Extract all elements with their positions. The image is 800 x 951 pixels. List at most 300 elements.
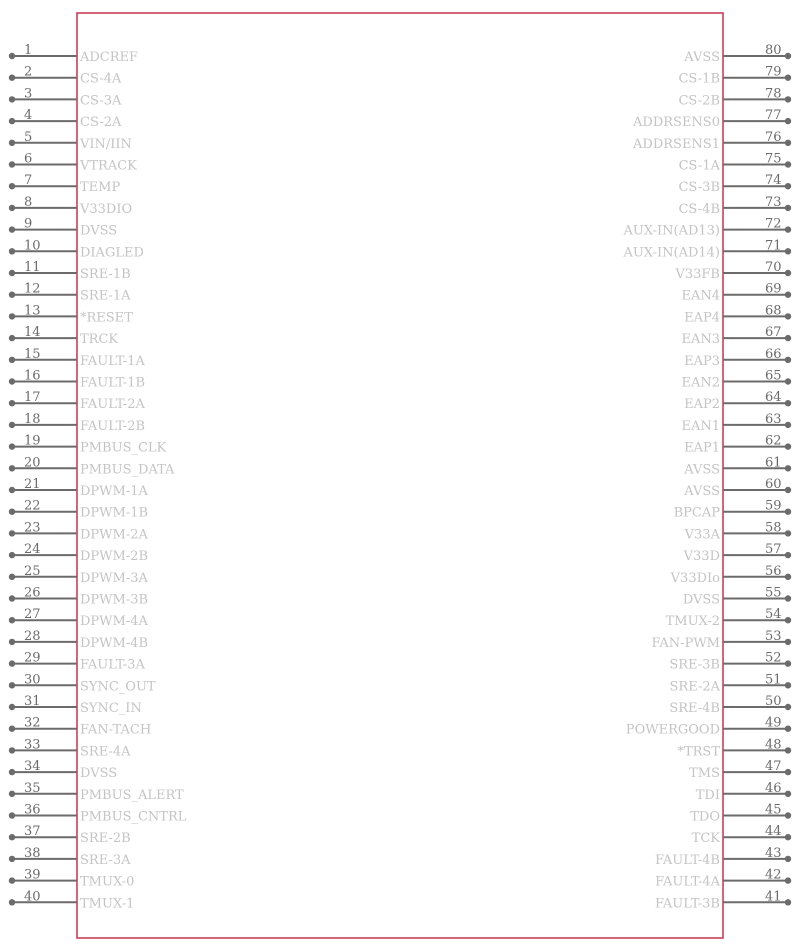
pin-number: 27 bbox=[24, 607, 41, 623]
pin-name: TMS bbox=[689, 766, 720, 782]
pin-terminal-dot bbox=[9, 226, 15, 232]
pin-36 bbox=[9, 803, 187, 825]
pin-name: SRE-2B bbox=[80, 831, 131, 847]
pin-name: V33FB bbox=[675, 267, 720, 282]
pin-11 bbox=[9, 260, 131, 282]
pin-name: TMUX-1 bbox=[80, 896, 135, 912]
pin-5 bbox=[9, 130, 132, 152]
pin-25 bbox=[9, 564, 149, 586]
pin-number: 15 bbox=[24, 346, 41, 362]
pin-4 bbox=[9, 108, 122, 130]
pin-number: 5 bbox=[24, 129, 33, 145]
pin-31 bbox=[9, 694, 142, 716]
pin-terminal-dot bbox=[9, 660, 15, 666]
pin-terminal-dot bbox=[9, 248, 15, 254]
pin-terminal-dot bbox=[9, 899, 15, 905]
pin-terminal-dot bbox=[9, 769, 15, 775]
pin-terminal-dot bbox=[9, 877, 15, 883]
pin-number: 12 bbox=[24, 281, 41, 297]
pin-number: 45 bbox=[765, 802, 782, 818]
pin-name: AVSS bbox=[684, 484, 720, 499]
pin-name: SYNC_OUT bbox=[80, 679, 156, 695]
pin-75 bbox=[679, 152, 792, 174]
pin-name: TCK bbox=[691, 831, 720, 847]
pin-35 bbox=[9, 781, 184, 803]
pin-76 bbox=[632, 130, 791, 152]
pin-name: FAULT-3B bbox=[654, 896, 720, 912]
pin-78 bbox=[678, 86, 791, 108]
pin-77 bbox=[632, 108, 791, 130]
pin-2 bbox=[9, 65, 122, 87]
pin-3 bbox=[9, 86, 122, 108]
pin-name: CS-3B bbox=[678, 180, 720, 196]
pin-terminal-dot bbox=[9, 812, 15, 818]
pin-terminal-dot bbox=[785, 834, 791, 840]
pin-22 bbox=[9, 499, 148, 521]
pin-19 bbox=[9, 434, 167, 456]
pin-44 bbox=[692, 824, 792, 846]
pin-terminal-dot bbox=[785, 335, 791, 341]
pin-1 bbox=[9, 43, 138, 65]
pin-number: 17 bbox=[24, 390, 41, 406]
pin-number: 50 bbox=[765, 694, 782, 709]
pin-23 bbox=[9, 520, 149, 542]
pin-name: FAULT-1A bbox=[80, 353, 145, 369]
pin-name: FAULT-3A bbox=[80, 657, 145, 673]
pin-number: 60 bbox=[765, 477, 782, 492]
pin-name: CS-1B bbox=[678, 71, 720, 87]
pin-terminal-dot bbox=[9, 75, 15, 81]
pin-number: 48 bbox=[765, 737, 782, 753]
pin-terminal-dot bbox=[785, 617, 791, 623]
pin-number: 67 bbox=[765, 325, 782, 341]
pin-terminal-dot bbox=[9, 183, 15, 189]
pin-number: 71 bbox=[765, 238, 782, 254]
pin-40 bbox=[9, 889, 135, 911]
pin-number: 8 bbox=[24, 194, 33, 210]
pin-name: TDI bbox=[695, 787, 720, 803]
pin-number: 20 bbox=[24, 455, 41, 471]
pin-name: ADDRSENS0 bbox=[633, 115, 720, 131]
pin-name: DPWM-2B bbox=[80, 549, 149, 565]
pin-name: DVSS bbox=[682, 592, 720, 608]
pin-terminal-dot bbox=[9, 487, 15, 493]
pin-37 bbox=[9, 824, 131, 846]
pin-number: 61 bbox=[765, 455, 782, 471]
pin-number: 62 bbox=[765, 433, 782, 449]
pin-54 bbox=[666, 607, 792, 629]
pin-name: DVSS bbox=[80, 766, 118, 782]
pin-terminal-dot bbox=[9, 270, 15, 276]
pin-terminal-dot bbox=[785, 226, 791, 232]
pin-terminal-dot bbox=[785, 140, 791, 146]
pin-terminal-dot bbox=[785, 465, 791, 471]
pin-number: 46 bbox=[765, 780, 782, 796]
pin-65 bbox=[681, 369, 791, 391]
pin-name: FAULT-4A bbox=[655, 874, 720, 890]
pin-terminal-dot bbox=[9, 747, 15, 753]
pin-terminal-dot bbox=[785, 96, 791, 102]
pin-name: PMBUS_ALERT bbox=[80, 787, 184, 803]
pin-terminal-dot bbox=[785, 292, 791, 298]
pin-73 bbox=[678, 195, 791, 217]
pin-number: 65 bbox=[765, 368, 782, 384]
pin-terminal-dot bbox=[9, 552, 15, 558]
pin-number: 22 bbox=[24, 498, 41, 514]
pin-number: 23 bbox=[24, 520, 41, 536]
pin-terminal-dot bbox=[785, 205, 791, 211]
pin-terminal-dot bbox=[9, 443, 15, 449]
pin-name: ADCREF bbox=[80, 50, 139, 65]
pin-68 bbox=[684, 303, 791, 325]
pin-number: 6 bbox=[24, 151, 33, 167]
pin-12 bbox=[9, 282, 131, 304]
pin-name: DPWM-1B bbox=[80, 505, 149, 521]
pin-name: FAULT-2A bbox=[80, 397, 145, 413]
pin-number: 31 bbox=[24, 694, 41, 709]
pin-name: *TRST bbox=[677, 744, 720, 760]
pin-name: VIN/IIN bbox=[80, 136, 132, 152]
pin-number: 59 bbox=[765, 498, 782, 514]
pin-name: EAN1 bbox=[681, 418, 720, 434]
pin-number: 29 bbox=[24, 650, 41, 666]
pin-name: AUX-IN(AD13) bbox=[623, 223, 720, 239]
pin-number: 2 bbox=[24, 64, 33, 80]
pin-name: TMUX-2 bbox=[665, 614, 720, 630]
pin-terminal-dot bbox=[9, 704, 15, 710]
pin-number: 75 bbox=[765, 151, 782, 167]
pin-terminal-dot bbox=[9, 357, 15, 363]
pin-name: FAULT-2B bbox=[80, 418, 146, 434]
pin-71 bbox=[622, 238, 791, 260]
pin-50 bbox=[669, 694, 791, 716]
pin-number: 33 bbox=[24, 737, 41, 753]
pin-number: 30 bbox=[24, 672, 41, 688]
pin-name: PMBUS_DATA bbox=[80, 462, 175, 478]
pin-terminal-dot bbox=[9, 682, 15, 688]
pin-name: SRE-1B bbox=[80, 267, 131, 282]
pin-9 bbox=[9, 217, 117, 239]
pin-name: V33D bbox=[683, 549, 720, 565]
pin-name: CS-1A bbox=[678, 158, 720, 174]
pin-name: EAP2 bbox=[684, 397, 720, 413]
pin-terminal-dot bbox=[785, 704, 791, 710]
pin-name: VTRACK bbox=[80, 158, 137, 174]
pin-name: CS-3A bbox=[80, 93, 122, 109]
pin-39 bbox=[9, 868, 135, 890]
pin-64 bbox=[684, 390, 791, 412]
pin-59 bbox=[674, 499, 792, 521]
pin-name: CS-2B bbox=[678, 93, 720, 109]
pin-terminal-dot bbox=[785, 248, 791, 254]
pin-13 bbox=[9, 303, 133, 325]
pin-name: SRE-3A bbox=[80, 852, 131, 868]
pin-terminal-dot bbox=[785, 899, 791, 905]
pin-terminal-dot bbox=[9, 617, 15, 623]
pin-terminal-dot bbox=[785, 660, 791, 666]
pin-number: 70 bbox=[765, 260, 782, 275]
pin-terminal-dot bbox=[9, 639, 15, 645]
pin-terminal-dot bbox=[785, 856, 791, 862]
pin-number: 53 bbox=[765, 628, 782, 644]
pin-48 bbox=[677, 737, 791, 759]
pin-number: 64 bbox=[765, 390, 782, 406]
pin-name: DPWM-4A bbox=[80, 614, 148, 630]
pin-terminal-dot bbox=[785, 422, 791, 428]
pin-name: EAN3 bbox=[681, 332, 720, 348]
pin-number: 26 bbox=[24, 585, 41, 601]
pin-number: 80 bbox=[765, 43, 782, 58]
pin-number: 58 bbox=[765, 520, 782, 536]
pin-53 bbox=[652, 629, 792, 651]
pin-72 bbox=[622, 217, 791, 239]
pin-57 bbox=[683, 542, 792, 564]
pin-32 bbox=[9, 716, 151, 738]
pin-terminal-dot bbox=[9, 378, 15, 384]
pin-number: 43 bbox=[765, 845, 782, 861]
pin-14 bbox=[9, 325, 119, 347]
pin-number: 69 bbox=[765, 281, 782, 297]
pin-terminal-dot bbox=[9, 834, 15, 840]
pin-number: 63 bbox=[765, 411, 782, 427]
pin-70 bbox=[674, 260, 791, 282]
pin-name: EAP3 bbox=[684, 353, 720, 369]
pin-number: 28 bbox=[24, 628, 41, 644]
pin-terminal-dot bbox=[785, 726, 791, 732]
pin-name: BPCAP bbox=[673, 505, 720, 521]
pin-number: 14 bbox=[24, 325, 41, 341]
pin-number: 4 bbox=[24, 108, 33, 124]
pin-52 bbox=[669, 651, 791, 673]
pin-terminal-dot bbox=[9, 856, 15, 862]
pin-name: CS-4A bbox=[80, 71, 122, 87]
left-pin-group bbox=[9, 43, 187, 911]
pin-terminal-dot bbox=[9, 726, 15, 732]
pin-name: DPWM-1A bbox=[80, 484, 148, 499]
pin-terminal-dot bbox=[9, 509, 15, 515]
pin-number: 39 bbox=[24, 867, 41, 883]
pin-number: 41 bbox=[765, 889, 782, 905]
pin-7 bbox=[9, 173, 121, 195]
pin-name: DVSS bbox=[80, 223, 118, 239]
pin-name: SRE-3B bbox=[669, 657, 720, 673]
pin-terminal-dot bbox=[9, 140, 15, 146]
pin-terminal-dot bbox=[9, 53, 15, 59]
pin-terminal-dot bbox=[785, 769, 791, 775]
pin-67 bbox=[681, 325, 791, 347]
pin-80 bbox=[683, 43, 791, 65]
pin-30 bbox=[9, 672, 156, 694]
pin-terminal-dot bbox=[9, 791, 15, 797]
pin-number: 37 bbox=[24, 824, 41, 840]
pin-number: 16 bbox=[24, 368, 41, 384]
pin-number: 21 bbox=[24, 477, 41, 492]
pin-name: DPWM-3B bbox=[80, 592, 149, 608]
pin-name: DPWM-3A bbox=[80, 570, 148, 586]
pin-name: *RESET bbox=[80, 310, 133, 326]
pin-name: AUX-IN(AD14) bbox=[623, 245, 720, 261]
pin-name: EAN4 bbox=[681, 288, 720, 304]
pin-terminal-dot bbox=[9, 335, 15, 341]
pin-name: SRE-4B bbox=[669, 701, 720, 716]
pin-terminal-dot bbox=[785, 812, 791, 818]
pin-26 bbox=[9, 586, 148, 608]
pin-33 bbox=[9, 737, 131, 759]
pin-terminal-dot bbox=[785, 118, 791, 124]
pin-number: 19 bbox=[24, 433, 41, 449]
pin-name: FAN-PWM bbox=[651, 635, 720, 651]
pin-51 bbox=[670, 672, 792, 694]
pin-number: 72 bbox=[765, 216, 782, 232]
pin-terminal-dot bbox=[785, 595, 791, 601]
pin-terminal-dot bbox=[9, 96, 15, 102]
pin-name: TRCK bbox=[80, 332, 119, 348]
pin-terminal-dot bbox=[9, 574, 15, 580]
pin-terminal-dot bbox=[9, 400, 15, 406]
pin-name: FAULT-4B bbox=[654, 852, 720, 868]
pin-number: 77 bbox=[765, 108, 782, 124]
pin-name: TEMP bbox=[80, 180, 121, 196]
pin-number: 42 bbox=[765, 867, 782, 883]
pin-terminal-dot bbox=[9, 205, 15, 211]
pin-name: DPWM-4B bbox=[80, 635, 149, 651]
pin-name: EAP1 bbox=[684, 440, 720, 456]
pin-name: SYNC_IN bbox=[80, 701, 142, 716]
pin-55 bbox=[683, 586, 791, 608]
pin-number: 9 bbox=[24, 216, 33, 232]
pin-name: AVSS bbox=[684, 462, 720, 478]
pin-62 bbox=[684, 434, 791, 456]
pin-terminal-dot bbox=[785, 682, 791, 688]
pin-number: 24 bbox=[24, 542, 41, 558]
pin-number: 10 bbox=[24, 238, 41, 254]
pin-number: 66 bbox=[765, 346, 782, 362]
pin-number: 38 bbox=[24, 845, 41, 861]
pin-66 bbox=[684, 347, 791, 369]
pin-60 bbox=[683, 477, 791, 499]
pin-name: DIAGLED bbox=[80, 245, 144, 261]
pin-47 bbox=[689, 759, 791, 781]
pin-24 bbox=[9, 542, 148, 564]
pin-number: 55 bbox=[765, 585, 782, 601]
pin-terminal-dot bbox=[785, 75, 791, 81]
right-pin-group bbox=[622, 43, 791, 911]
pin-terminal-dot bbox=[9, 530, 15, 536]
pin-terminal-dot bbox=[9, 313, 15, 319]
pin-name: CS-2A bbox=[80, 115, 122, 131]
pin-number: 40 bbox=[24, 889, 41, 905]
pin-61 bbox=[683, 455, 791, 477]
pin-name: FAULT-1B bbox=[80, 375, 146, 391]
pin-number: 76 bbox=[765, 129, 782, 145]
pin-number: 32 bbox=[24, 715, 41, 731]
pin-name: PMBUS_CLK bbox=[80, 440, 167, 456]
pin-69 bbox=[681, 282, 791, 304]
pin-number: 51 bbox=[765, 672, 782, 688]
pin-number: 3 bbox=[24, 86, 33, 102]
pin-number: 7 bbox=[24, 173, 33, 189]
pin-number: 34 bbox=[24, 759, 41, 775]
pin-45 bbox=[690, 803, 791, 825]
pin-terminal-dot bbox=[785, 639, 791, 645]
pin-name: PMBUS_CNTRL bbox=[80, 809, 187, 825]
pin-terminal-dot bbox=[785, 487, 791, 493]
pin-number: 78 bbox=[765, 86, 782, 102]
pin-terminal-dot bbox=[9, 595, 15, 601]
pin-38 bbox=[9, 846, 131, 868]
pin-terminal-dot bbox=[785, 313, 791, 319]
pin-name: TDO bbox=[690, 809, 720, 825]
pin-number: 57 bbox=[765, 542, 782, 558]
pin-58 bbox=[684, 520, 792, 542]
pin-number: 18 bbox=[24, 411, 41, 427]
pin-terminal-dot bbox=[9, 465, 15, 471]
pin-number: 68 bbox=[765, 303, 782, 319]
pin-number: 52 bbox=[765, 650, 782, 666]
pin-number: 79 bbox=[765, 64, 782, 80]
pin-number: 13 bbox=[24, 303, 41, 319]
pin-28 bbox=[9, 629, 148, 651]
pin-name: FAN-TACH bbox=[80, 722, 152, 738]
pin-number: 11 bbox=[24, 260, 41, 275]
pin-number: 56 bbox=[765, 563, 782, 579]
pin-27 bbox=[9, 607, 149, 629]
pin-terminal-dot bbox=[785, 400, 791, 406]
pin-number: 44 bbox=[765, 824, 782, 840]
pin-number: 25 bbox=[24, 563, 41, 579]
pin-terminal-dot bbox=[785, 574, 791, 580]
pin-name: V33DIO bbox=[80, 201, 133, 217]
pin-number: 54 bbox=[765, 607, 782, 623]
pin-terminal-dot bbox=[9, 292, 15, 298]
pin-number: 35 bbox=[24, 780, 41, 796]
pin-49 bbox=[626, 716, 791, 738]
pin-name: SRE-4A bbox=[80, 744, 131, 760]
pin-name: AVSS bbox=[684, 50, 720, 65]
pin-terminal-dot bbox=[785, 53, 791, 59]
pin-terminal-dot bbox=[785, 747, 791, 753]
pin-name: V33A bbox=[684, 527, 720, 543]
pin-63 bbox=[681, 412, 791, 434]
pin-46 bbox=[696, 781, 791, 803]
pin-20 bbox=[9, 455, 175, 477]
pin-34 bbox=[9, 759, 117, 781]
pin-terminal-dot bbox=[9, 118, 15, 124]
pin-number: 47 bbox=[765, 759, 782, 775]
pin-terminal-dot bbox=[785, 530, 791, 536]
pin-number: 36 bbox=[24, 802, 41, 818]
pin-name: DPWM-2A bbox=[80, 527, 148, 543]
pin-terminal-dot bbox=[785, 877, 791, 883]
pin-8 bbox=[9, 195, 132, 217]
pin-name: TMUX-0 bbox=[80, 874, 135, 890]
pin-terminal-dot bbox=[785, 183, 791, 189]
pin-number: 49 bbox=[765, 715, 782, 731]
pin-name: SRE-1A bbox=[80, 288, 131, 304]
pin-number: 74 bbox=[765, 173, 782, 189]
pin-name: SRE-2A bbox=[669, 679, 720, 695]
pin-terminal-dot bbox=[9, 161, 15, 167]
pin-79 bbox=[678, 65, 791, 87]
pin-terminal-dot bbox=[785, 357, 791, 363]
pin-56 bbox=[670, 564, 792, 586]
pin-terminal-dot bbox=[785, 552, 791, 558]
pin-terminal-dot bbox=[785, 378, 791, 384]
pin-name: EAP4 bbox=[684, 310, 720, 326]
pin-terminal-dot bbox=[9, 422, 15, 428]
pin-name: ADDRSENS1 bbox=[633, 136, 720, 152]
pin-name: V33DIo bbox=[670, 570, 720, 586]
